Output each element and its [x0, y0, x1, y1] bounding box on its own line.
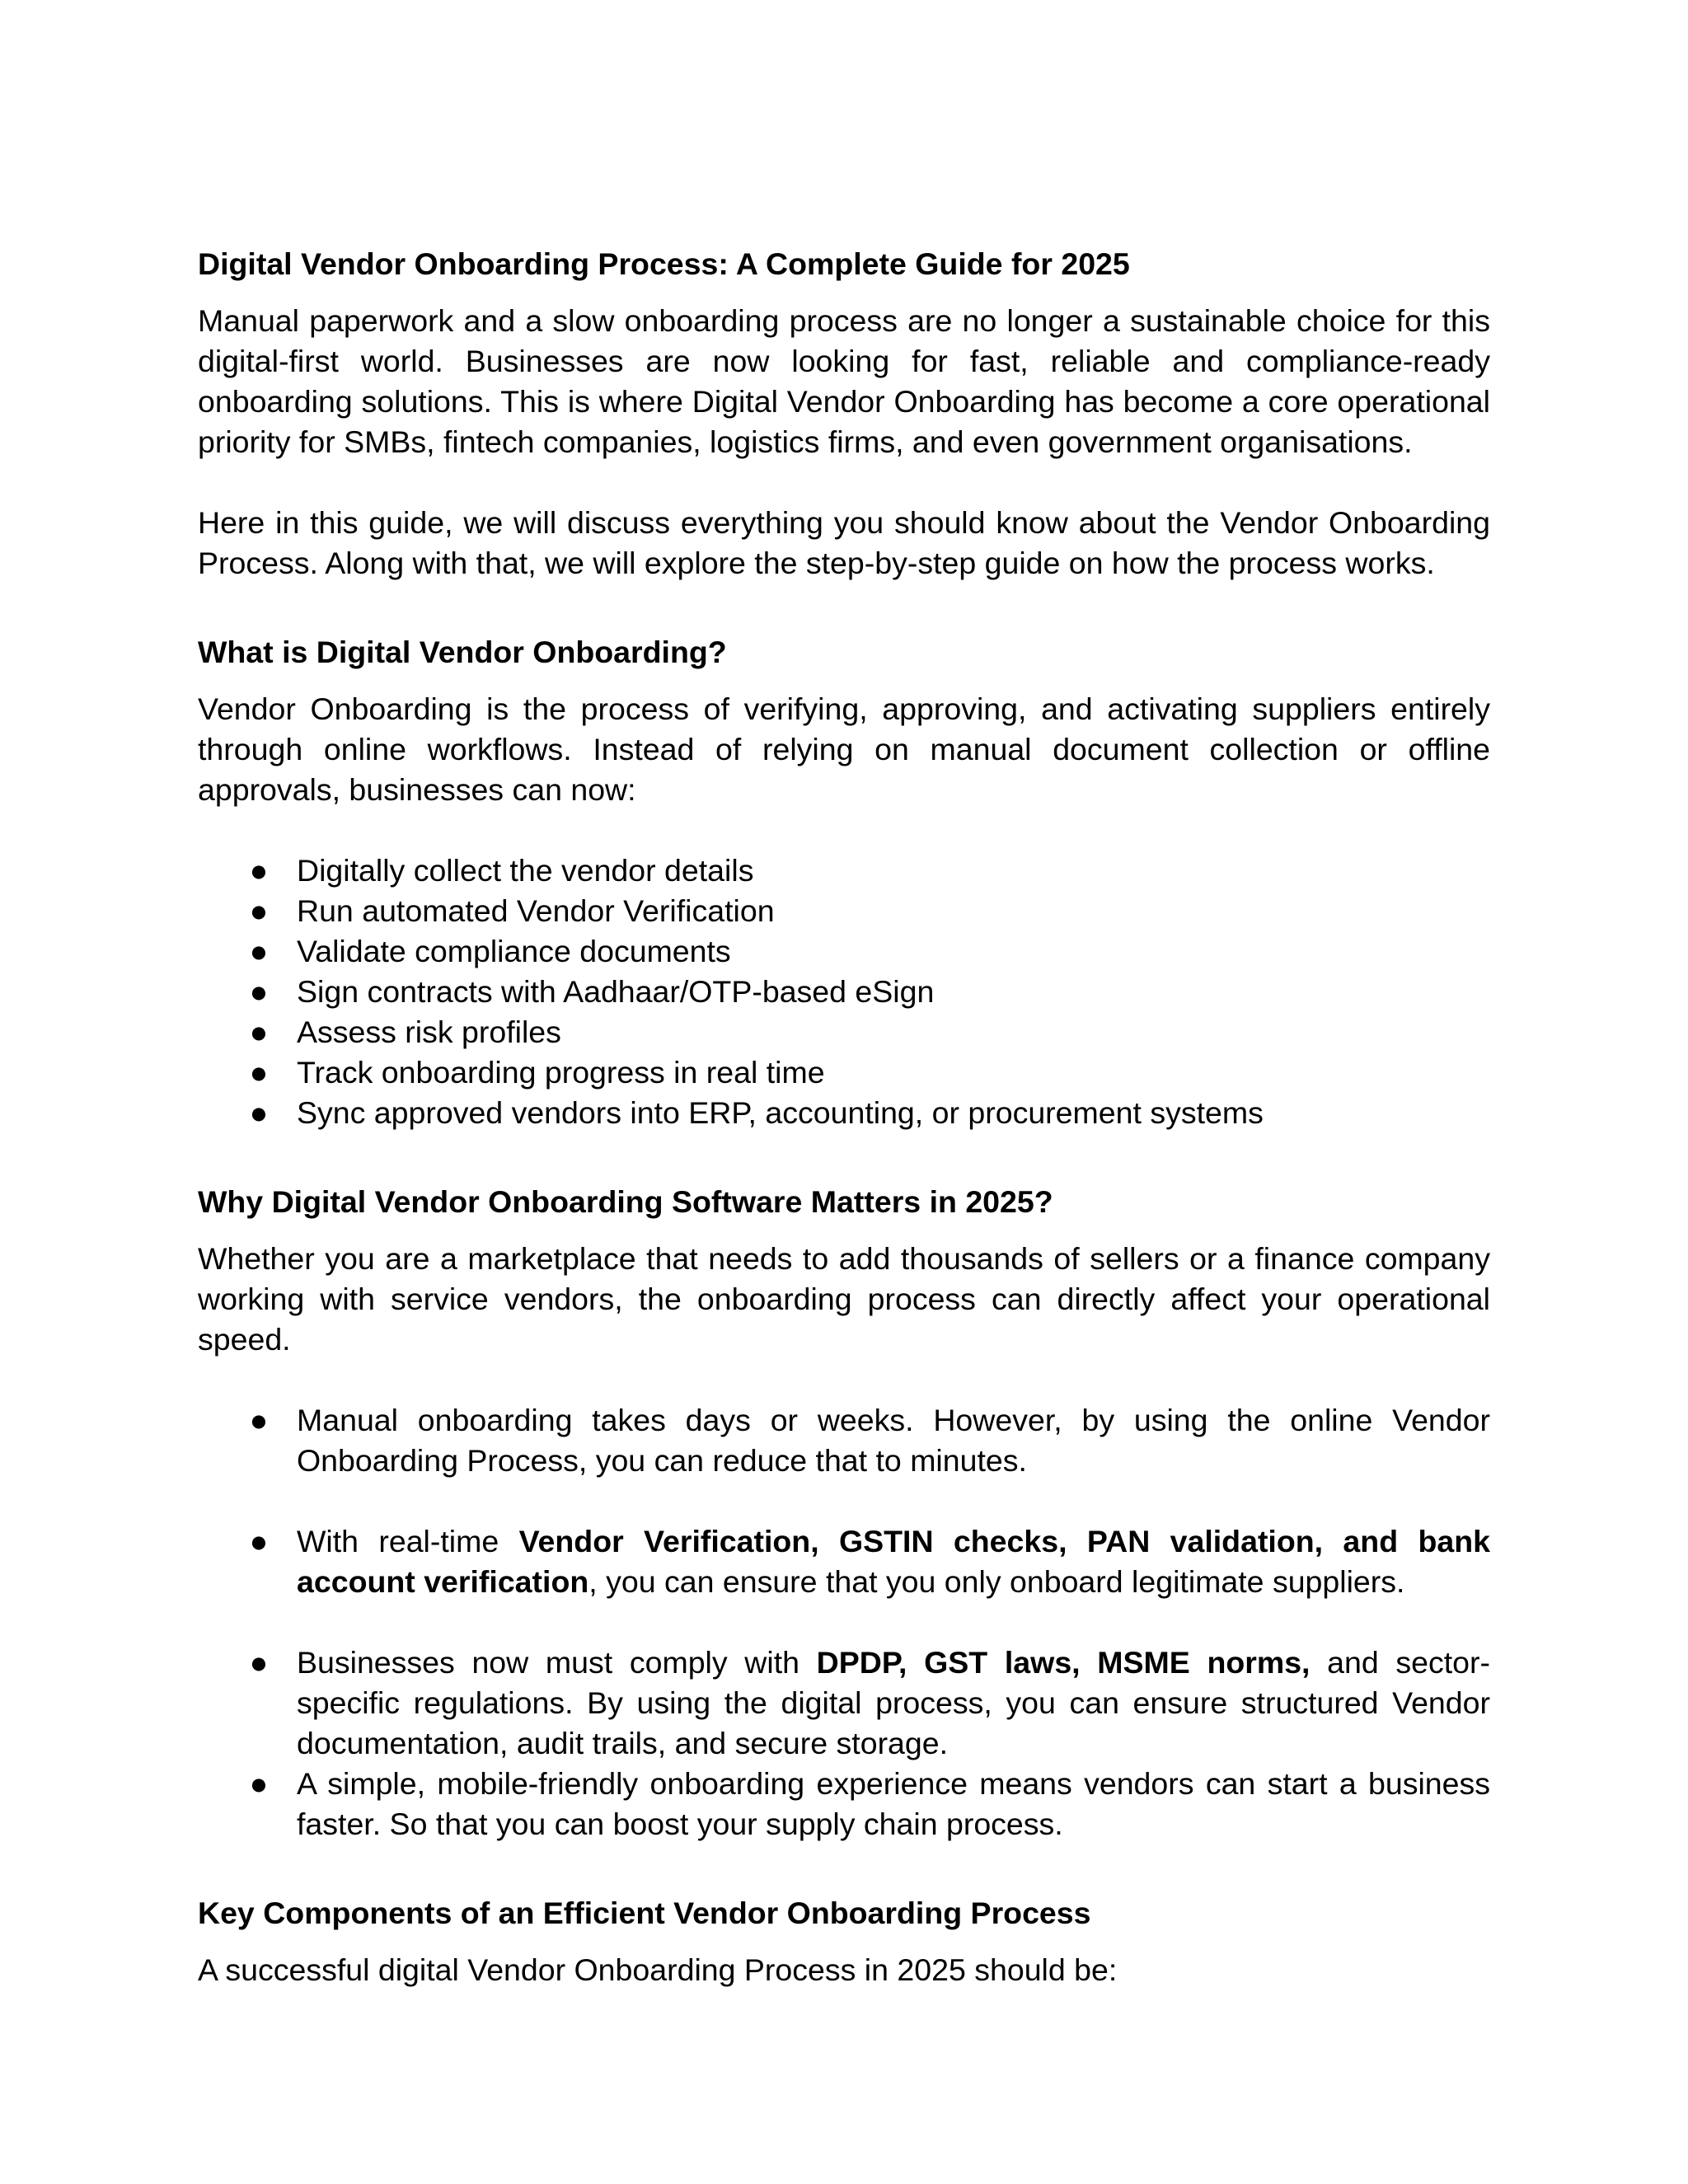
bullet-glyph: ●: [249, 853, 269, 888]
list-item-text-pre: Businesses now must comply with: [297, 1645, 817, 1680]
list-item-text: Assess risk profiles: [297, 1015, 561, 1049]
list-item-text: Run automated Vendor Verification: [297, 893, 775, 928]
section-heading-what-is: What is Digital Vendor Onboarding?: [198, 635, 727, 669]
list-item-text: Track onboarding progress in real time: [297, 1055, 825, 1090]
list-item-text: Sync approved vendors into ERP, accounting, or procurement systems: [297, 1095, 1264, 1130]
bullet-glyph: ●: [249, 1055, 269, 1090]
capabilities-list: [198, 851, 1490, 1133]
list-item-text-pre: With real-time: [297, 1524, 519, 1558]
list-item-text: Digitally collect the vendor details: [297, 853, 754, 888]
bullet-glyph: ●: [249, 1095, 269, 1130]
list-item: [198, 851, 1490, 891]
list-item-text: Manual onboarding takes days or weeks. However, by using the online Vendor Onboarding Process, you can reduce that to minutes.: [297, 1403, 1490, 1478]
section-body-key-components: A successful digital Vendor Onboarding Process in 2025 should be:: [198, 1952, 1118, 1987]
list-item: [198, 891, 1490, 931]
list-item: [198, 1012, 1490, 1052]
list-item: [198, 972, 1490, 1012]
bullet-glyph: ●: [249, 1403, 269, 1437]
list-item-text-bold: Vendor Verification, GSTIN checks, PAN validation, and bank account verification: [297, 1524, 1490, 1599]
bullet-glyph: ●: [249, 1645, 269, 1680]
list-item: [198, 1643, 1490, 1764]
document-page: [198, 244, 1490, 1990]
list-item-text: Sign contracts with Aadhaar/OTP-based eSign: [297, 974, 935, 1009]
list-item-text: Validate compliance documents: [297, 934, 731, 968]
list-item: [198, 1764, 1490, 1844]
section-heading-why-matters: Why Digital Vendor Onboarding Software Matters in 2025?: [198, 1184, 1053, 1219]
bullet-glyph: ●: [249, 1015, 269, 1049]
list-item-text-post: , you can ensure that you only onboard legitimate suppliers.: [588, 1564, 1405, 1599]
list-item: [198, 1521, 1490, 1602]
list-item: [198, 1400, 1490, 1481]
bullet-glyph: ●: [249, 1524, 269, 1558]
list-item-text-post: and sector-specific regulations. By using the digital process, you can ensure structured Vendor documentation, audit trails, and secure storage.: [297, 1645, 1491, 1760]
bullet-glyph: ●: [249, 1766, 269, 1801]
list-item: [198, 931, 1490, 972]
list-item-text-bold: DPDP, GST laws, MSME norms,: [816, 1645, 1311, 1680]
bullet-glyph: ●: [249, 934, 269, 968]
bullet-glyph: ●: [249, 893, 269, 928]
list-item: [198, 1052, 1490, 1093]
intro-paragraph-2: Here in this guide, we will discuss everything you should know about the Vendor Onboarding Process. Along with that, we will explore the step-by-step guide on how the process works.: [198, 505, 1490, 580]
section-body-what-is: Vendor Onboarding is the process of verifying, approving, and activating suppliers entirely through online workflows. Instead of relying on manual document collection or offline approvals, businesses can now:: [198, 691, 1490, 807]
list-item-text: A simple, mobile-friendly onboarding experience means vendors can start a business faster. So that you can boost your supply chain process.: [297, 1766, 1490, 1841]
section-heading-key-components: Key Components of an Efficient Vendor Onboarding Process: [198, 1896, 1091, 1930]
intro-paragraph-1: Manual paperwork and a slow onboarding process are no longer a sustainable choice for this digital-first world. Businesses are now looking for fast, reliable and compliance-ready onboarding solutions. This is where Digital Vendor Onboarding has become a core operational priority for SMBs, fintech companies, logistics firms, and even government organisations.: [198, 303, 1490, 459]
benefits-list: [198, 1400, 1490, 1844]
section-body-why-matters: Whether you are a marketplace that needs to add thousands of sellers or a finance company working with service vendors, the onboarding process can directly affect your operational speed.: [198, 1241, 1490, 1357]
bullet-glyph: ●: [249, 974, 269, 1009]
list-item: [198, 1093, 1490, 1133]
document-title: Digital Vendor Onboarding Process: A Complete Guide for 2025: [198, 246, 1130, 281]
